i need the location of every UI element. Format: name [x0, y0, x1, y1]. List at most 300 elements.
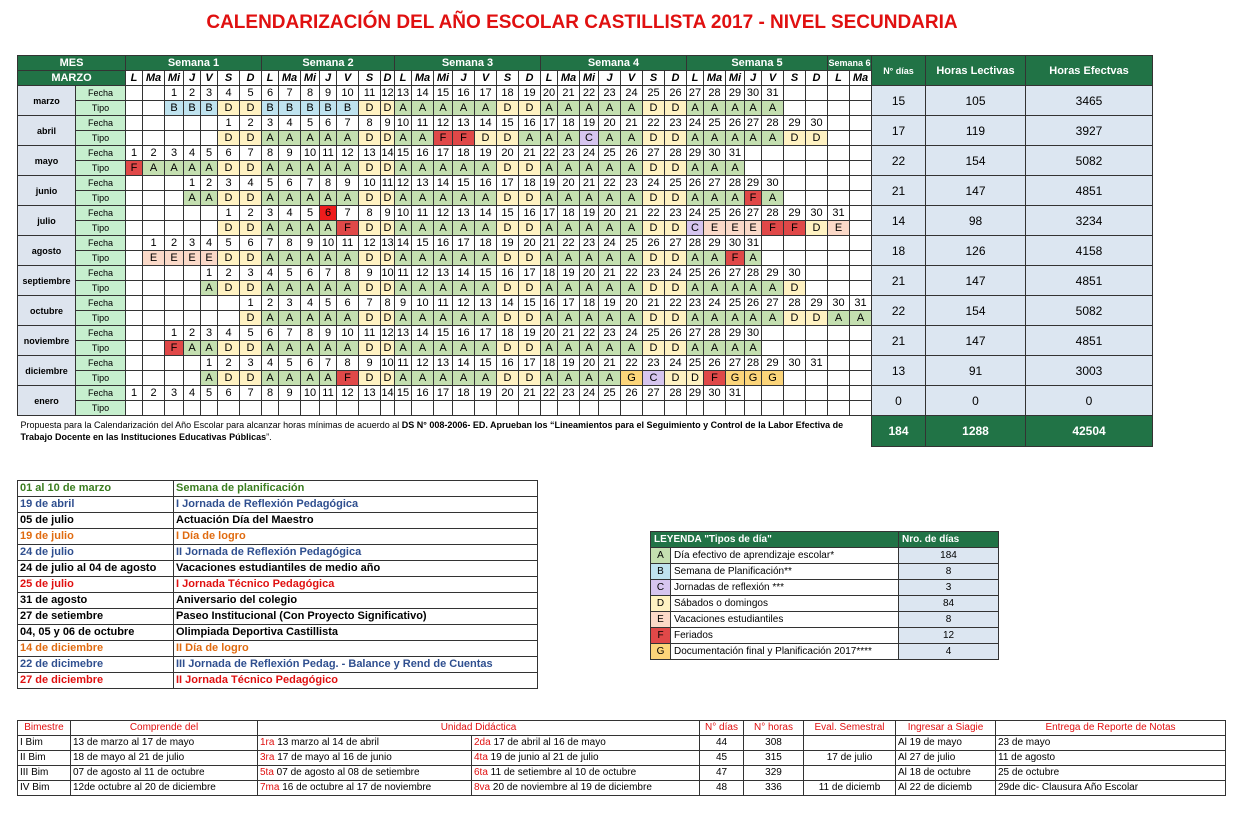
date-cell: 29: [745, 176, 762, 191]
tipo-cell: [262, 401, 279, 416]
tipo-cell: [762, 401, 784, 416]
date-cell: 27: [687, 326, 704, 341]
month-label: MARZO: [18, 71, 126, 86]
date-cell: 1: [201, 356, 218, 371]
bim-dias: 48: [700, 781, 744, 796]
date-cell: 16: [519, 116, 541, 131]
tipo-cell: A: [475, 101, 497, 116]
date-cell: 17: [541, 206, 558, 221]
tipo-cell: A: [395, 251, 412, 266]
date-cell: 26: [621, 146, 643, 161]
tipo-cell: D: [359, 281, 381, 296]
date-cell: 14: [453, 266, 475, 281]
event-date: 04, 05 y 06 de octubre: [18, 625, 174, 641]
tipo-cell: [762, 251, 784, 266]
tipo-cell: D: [381, 161, 395, 176]
fecha-label: Fecha: [76, 116, 126, 131]
date-cell: 21: [599, 356, 621, 371]
tipo-cell: B: [320, 101, 337, 116]
date-cell: [126, 356, 143, 371]
event-desc: Vacaciones estudiantiles de medio año: [174, 561, 538, 577]
tipo-cell: [143, 311, 165, 326]
date-cell: 4: [262, 356, 279, 371]
week-header: Semana 1: [126, 56, 262, 71]
date-cell: 30: [704, 386, 726, 401]
date-cell: 1: [184, 176, 201, 191]
note-bold: DS N° 008-2006- ED. Aprueban los “Lineamientos para el Seguimiento y Control de la Labor Efectiva de Trabajo Docente en las Instituciones Educativas Públicas: [20, 420, 844, 443]
date-cell: 15: [497, 206, 519, 221]
tipo-cell: [320, 401, 337, 416]
tipo-cell: A: [599, 371, 621, 386]
tipo-cell: [201, 221, 218, 236]
day-header: D: [806, 71, 828, 86]
date-cell: 28: [726, 176, 745, 191]
date-cell: 16: [519, 206, 541, 221]
month-name: marzo: [18, 86, 76, 116]
month-lectivas: 105: [926, 86, 1026, 116]
tipo-cell: D: [643, 191, 665, 206]
tipo-cell: A: [541, 161, 558, 176]
tipo-cell: [337, 401, 359, 416]
tipo-cell: [828, 161, 850, 176]
tipo-label: Tipo: [76, 371, 126, 386]
day-header: D: [240, 71, 262, 86]
date-cell: 24: [665, 266, 687, 281]
tipo-cell: A: [704, 131, 726, 146]
tipo-cell: A: [262, 371, 279, 386]
tipo-cell: A: [453, 341, 475, 356]
tipo-cell: [704, 401, 726, 416]
day-header: Ma: [704, 71, 726, 86]
tipo-cell: E: [165, 251, 184, 266]
tipo-cell: A: [726, 341, 745, 356]
date-cell: 3: [262, 206, 279, 221]
date-cell: [201, 296, 218, 311]
legend-count-header: Nro. de días: [899, 532, 999, 548]
date-cell: 9: [395, 296, 412, 311]
tipo-cell: A: [580, 311, 599, 326]
date-cell: [126, 236, 143, 251]
tipo-cell: A: [762, 101, 784, 116]
date-cell: 5: [301, 116, 320, 131]
week-header: Semana 6: [828, 56, 872, 71]
date-cell: 23: [665, 116, 687, 131]
legend-row: [651, 548, 999, 564]
tipo-cell: A: [337, 251, 359, 266]
month-efectivas: 5082: [1026, 146, 1153, 176]
tipo-cell: D: [806, 311, 828, 326]
bim-header: Comprende del: [71, 721, 258, 736]
bim-name: I Bim: [18, 736, 71, 751]
tipo-cell: A: [279, 311, 301, 326]
date-cell: 7: [240, 386, 262, 401]
month-dias: 22: [872, 296, 926, 326]
date-cell: 5: [201, 386, 218, 401]
tipo-cell: A: [541, 131, 558, 146]
bim-siagie: Al 18 de octubre: [896, 766, 996, 781]
date-cell: [850, 206, 872, 221]
day-header: Mi: [434, 71, 453, 86]
tipo-cell: D: [381, 101, 395, 116]
date-cell: 16: [497, 356, 519, 371]
unidad-2-range: 20 de noviembre al 19 de diciembre: [490, 782, 652, 793]
bimestres-header-row: [18, 721, 1226, 736]
date-cell: 13: [434, 266, 453, 281]
legend-header: LEYENDA "Tipos de día": [651, 532, 899, 548]
tipo-cell: [126, 311, 143, 326]
date-cell: 20: [541, 86, 558, 101]
unidad-2: [472, 736, 700, 751]
day-header: Mi: [301, 71, 320, 86]
bim-horas: 315: [744, 751, 804, 766]
date-cell: 9: [320, 86, 337, 101]
date-cell: 29: [704, 236, 726, 251]
day-header: J: [320, 71, 337, 86]
day-header: J: [745, 71, 762, 86]
date-cell: 6: [262, 86, 279, 101]
date-cell: [126, 296, 143, 311]
tipo-cell: A: [301, 161, 320, 176]
bim-siagie: Al 27 de julio: [896, 751, 996, 766]
tipo-cell: [381, 401, 395, 416]
date-cell: 2: [240, 206, 262, 221]
month-name: junio: [18, 176, 76, 206]
date-cell: 17: [497, 176, 519, 191]
date-cell: 20: [599, 206, 621, 221]
date-cell: [143, 116, 165, 131]
tipo-cell: A: [704, 161, 726, 176]
tipo-cell: [240, 401, 262, 416]
tipo-cell: A: [301, 221, 320, 236]
bim-dias: 44: [700, 736, 744, 751]
date-cell: [828, 176, 850, 191]
bim-name: III Bim: [18, 766, 71, 781]
date-cell: 19: [475, 146, 497, 161]
date-cell: 17: [541, 116, 558, 131]
date-cell: [806, 266, 828, 281]
tipo-cell: [828, 371, 850, 386]
tipo-cell: A: [337, 161, 359, 176]
date-cell: 5: [262, 176, 279, 191]
tipo-cell: A: [434, 191, 453, 206]
date-cell: 24: [621, 86, 643, 101]
legend-letter: D: [651, 596, 671, 612]
date-cell: 31: [828, 206, 850, 221]
legend-text: Jornadas de reflexión ***: [671, 580, 899, 596]
date-cell: 15: [519, 296, 541, 311]
bim-name: II Bim: [18, 751, 71, 766]
event-row: [18, 577, 538, 593]
bim-eval: [804, 766, 896, 781]
date-cell: 18: [497, 86, 519, 101]
date-cell: 12: [412, 356, 434, 371]
tipo-cell: [453, 401, 475, 416]
date-cell: 8: [320, 176, 337, 191]
day-header: L: [828, 71, 850, 86]
date-cell: 23: [621, 176, 643, 191]
date-cell: [850, 86, 872, 101]
unidad-1-number: 3ra: [260, 752, 275, 763]
unidad-2-range: 19 de junio al 21 de julio: [487, 752, 599, 763]
date-cell: 9: [337, 176, 359, 191]
date-cell: [806, 146, 828, 161]
legend-row: [651, 612, 999, 628]
legend-letter: F: [651, 628, 671, 644]
tipo-cell: A: [434, 161, 453, 176]
tipo-cell: A: [320, 341, 337, 356]
tipo-cell: A: [434, 101, 453, 116]
tipo-cell: [359, 401, 381, 416]
date-cell: [806, 176, 828, 191]
legend-letter: G: [651, 644, 671, 660]
tipo-cell: A: [704, 101, 726, 116]
tipo-cell: A: [262, 131, 279, 146]
tipo-cell: A: [453, 101, 475, 116]
date-cell: 27: [726, 356, 745, 371]
legend-text: Vacaciones estudiantiles: [671, 612, 899, 628]
tipo-cell: [143, 401, 165, 416]
bimestre-row: [18, 736, 1226, 751]
date-cell: 23: [558, 386, 580, 401]
date-cell: 7: [279, 326, 301, 341]
date-cell: [828, 356, 850, 371]
tipo-cell: D: [519, 221, 541, 236]
date-cell: 12: [434, 206, 453, 221]
date-cell: 17: [475, 326, 497, 341]
tipo-cell: A: [762, 281, 784, 296]
tipo-label: Tipo: [76, 191, 126, 206]
date-cell: 1: [165, 326, 184, 341]
event-date: 24 de julio: [18, 545, 174, 561]
tipo-cell: A: [726, 191, 745, 206]
date-cell: 18: [475, 236, 497, 251]
tipo-cell: A: [599, 251, 621, 266]
date-cell: 19: [475, 386, 497, 401]
month-dias: 14: [872, 206, 926, 236]
tipo-cell: A: [475, 161, 497, 176]
date-cell: 6: [240, 236, 262, 251]
unidad-2: [472, 751, 700, 766]
tipo-cell: A: [726, 101, 745, 116]
event-desc: I Día de logro: [174, 529, 538, 545]
tipo-cell: E: [726, 221, 745, 236]
tipo-cell: A: [621, 101, 643, 116]
tipo-cell: A: [599, 341, 621, 356]
tipo-cell: A: [320, 311, 337, 326]
month-lectivas: 154: [926, 296, 1026, 326]
day-header: J: [453, 71, 475, 86]
events-table: [17, 480, 538, 689]
tipo-cell: A: [475, 371, 497, 386]
date-cell: [850, 146, 872, 161]
date-cell: 13: [412, 176, 434, 191]
date-cell: 19: [558, 356, 580, 371]
month-lectivas: 91: [926, 356, 1026, 386]
event-desc: II Día de logro: [174, 641, 538, 657]
date-cell: 3: [184, 236, 201, 251]
month-lectivas: 119: [926, 116, 1026, 146]
date-cell: [784, 176, 806, 191]
date-cell: [201, 206, 218, 221]
bim-entrega: 25 de octubre: [996, 766, 1226, 781]
date-cell: 26: [621, 386, 643, 401]
tipo-cell: A: [704, 341, 726, 356]
fecha-label: Fecha: [76, 326, 126, 341]
date-cell: [828, 326, 850, 341]
date-cell: 22: [599, 176, 621, 191]
month-efectivas: 4851: [1026, 176, 1153, 206]
date-cell: 30: [762, 176, 784, 191]
tipo-cell: [784, 251, 806, 266]
tipo-cell: [412, 401, 434, 416]
date-cell: 7: [359, 296, 381, 311]
tipo-cell: [201, 311, 218, 326]
tipo-cell: A: [726, 161, 745, 176]
tipo-cell: [201, 131, 218, 146]
tipo-cell: [850, 371, 872, 386]
date-cell: [828, 116, 850, 131]
date-cell: 29: [784, 116, 806, 131]
month-name: abril: [18, 116, 76, 146]
tipo-cell: A: [745, 101, 762, 116]
date-cell: 13: [434, 356, 453, 371]
tipo-cell: A: [320, 251, 337, 266]
tipo-cell: A: [337, 341, 359, 356]
event-row: [18, 513, 538, 529]
tipo-cell: F: [726, 251, 745, 266]
tipo-cell: D: [359, 371, 381, 386]
tipo-cell: D: [381, 221, 395, 236]
month-efectivas: 4158: [1026, 236, 1153, 266]
month-efectivas: 0: [1026, 386, 1153, 416]
event-desc: Actuación Día del Maestro: [174, 513, 538, 529]
date-cell: 24: [665, 356, 687, 371]
tipo-cell: D: [806, 131, 828, 146]
tipo-cell: E: [828, 221, 850, 236]
date-cell: 17: [558, 296, 580, 311]
date-cell: 12: [359, 236, 381, 251]
tipo-label: Tipo: [76, 131, 126, 146]
date-cell: [143, 266, 165, 281]
tipo-cell: A: [762, 191, 784, 206]
date-cell: 20: [558, 176, 580, 191]
fecha-label: Fecha: [76, 236, 126, 251]
date-cell: 11: [395, 266, 412, 281]
tipo-cell: D: [643, 101, 665, 116]
date-cell: 1: [126, 386, 143, 401]
tipo-cell: A: [580, 221, 599, 236]
event-date: 01 al 10 de marzo: [18, 481, 174, 497]
tipo-cell: [184, 401, 201, 416]
tipo-cell: D: [665, 161, 687, 176]
tipo-cell: A: [621, 281, 643, 296]
tipo-cell: [745, 401, 762, 416]
tipo-cell: [184, 371, 201, 386]
day-header: S: [784, 71, 806, 86]
month-dias: 21: [872, 326, 926, 356]
date-cell: 6: [279, 176, 301, 191]
date-cell: 28: [762, 206, 784, 221]
date-cell: [184, 206, 201, 221]
unidad-1: [258, 751, 472, 766]
date-cell: 2: [143, 386, 165, 401]
tipo-cell: [621, 401, 643, 416]
month-lectivas: 147: [926, 266, 1026, 296]
tipo-cell: D: [497, 221, 519, 236]
tipo-cell: A: [201, 371, 218, 386]
date-cell: 18: [558, 116, 580, 131]
tipo-cell: A: [580, 251, 599, 266]
tipo-cell: D: [240, 371, 262, 386]
tipo-cell: A: [475, 191, 497, 206]
date-cell: 31: [726, 146, 745, 161]
event-row: [18, 497, 538, 513]
date-cell: 13: [359, 146, 381, 161]
tipo-cell: [762, 161, 784, 176]
date-cell: 2: [165, 236, 184, 251]
date-cell: 22: [541, 146, 558, 161]
tipo-cell: A: [453, 161, 475, 176]
unidad-1-range: 16 de octubre al 17 de noviembre: [279, 782, 432, 793]
date-cell: 20: [580, 356, 599, 371]
tipo-cell: B: [301, 101, 320, 116]
date-cell: [828, 146, 850, 161]
tipo-cell: A: [726, 281, 745, 296]
tipo-cell: A: [621, 131, 643, 146]
date-cell: 29: [762, 356, 784, 371]
month-lectivas: 154: [926, 146, 1026, 176]
date-cell: 22: [643, 116, 665, 131]
date-cell: 26: [687, 176, 704, 191]
tipo-cell: D: [218, 341, 240, 356]
tipo-cell: D: [218, 131, 240, 146]
date-cell: 2: [218, 266, 240, 281]
bim-horas: 329: [744, 766, 804, 781]
legend-count: 184: [899, 548, 999, 564]
tipo-cell: A: [453, 221, 475, 236]
tipo-cell: A: [320, 221, 337, 236]
tipo-cell: [580, 401, 599, 416]
date-cell: 16: [434, 236, 453, 251]
tipo-cell: [165, 311, 184, 326]
tipo-cell: A: [453, 251, 475, 266]
calendar-note: [18, 416, 872, 447]
tipo-cell: D: [381, 191, 395, 206]
date-cell: [218, 296, 240, 311]
tipo-cell: A: [395, 191, 412, 206]
tipo-cell: D: [359, 311, 381, 326]
tipo-cell: A: [558, 131, 580, 146]
tipo-cell: B: [184, 101, 201, 116]
date-cell: [806, 86, 828, 101]
unidad-1-range: 13 marzo al 14 de abril: [274, 737, 379, 748]
tipo-cell: D: [643, 251, 665, 266]
date-cell: 3: [240, 266, 262, 281]
date-cell: [850, 386, 872, 401]
tipo-cell: A: [184, 191, 201, 206]
tipo-cell: [828, 281, 850, 296]
date-cell: 6: [262, 326, 279, 341]
date-cell: 17: [434, 146, 453, 161]
tipo-cell: D: [359, 101, 381, 116]
tipo-cell: D: [475, 131, 497, 146]
date-cell: 12: [453, 296, 475, 311]
date-cell: [784, 146, 806, 161]
tipo-cell: A: [726, 311, 745, 326]
tipo-cell: A: [599, 311, 621, 326]
date-cell: 18: [541, 356, 558, 371]
tipo-cell: [806, 281, 828, 296]
